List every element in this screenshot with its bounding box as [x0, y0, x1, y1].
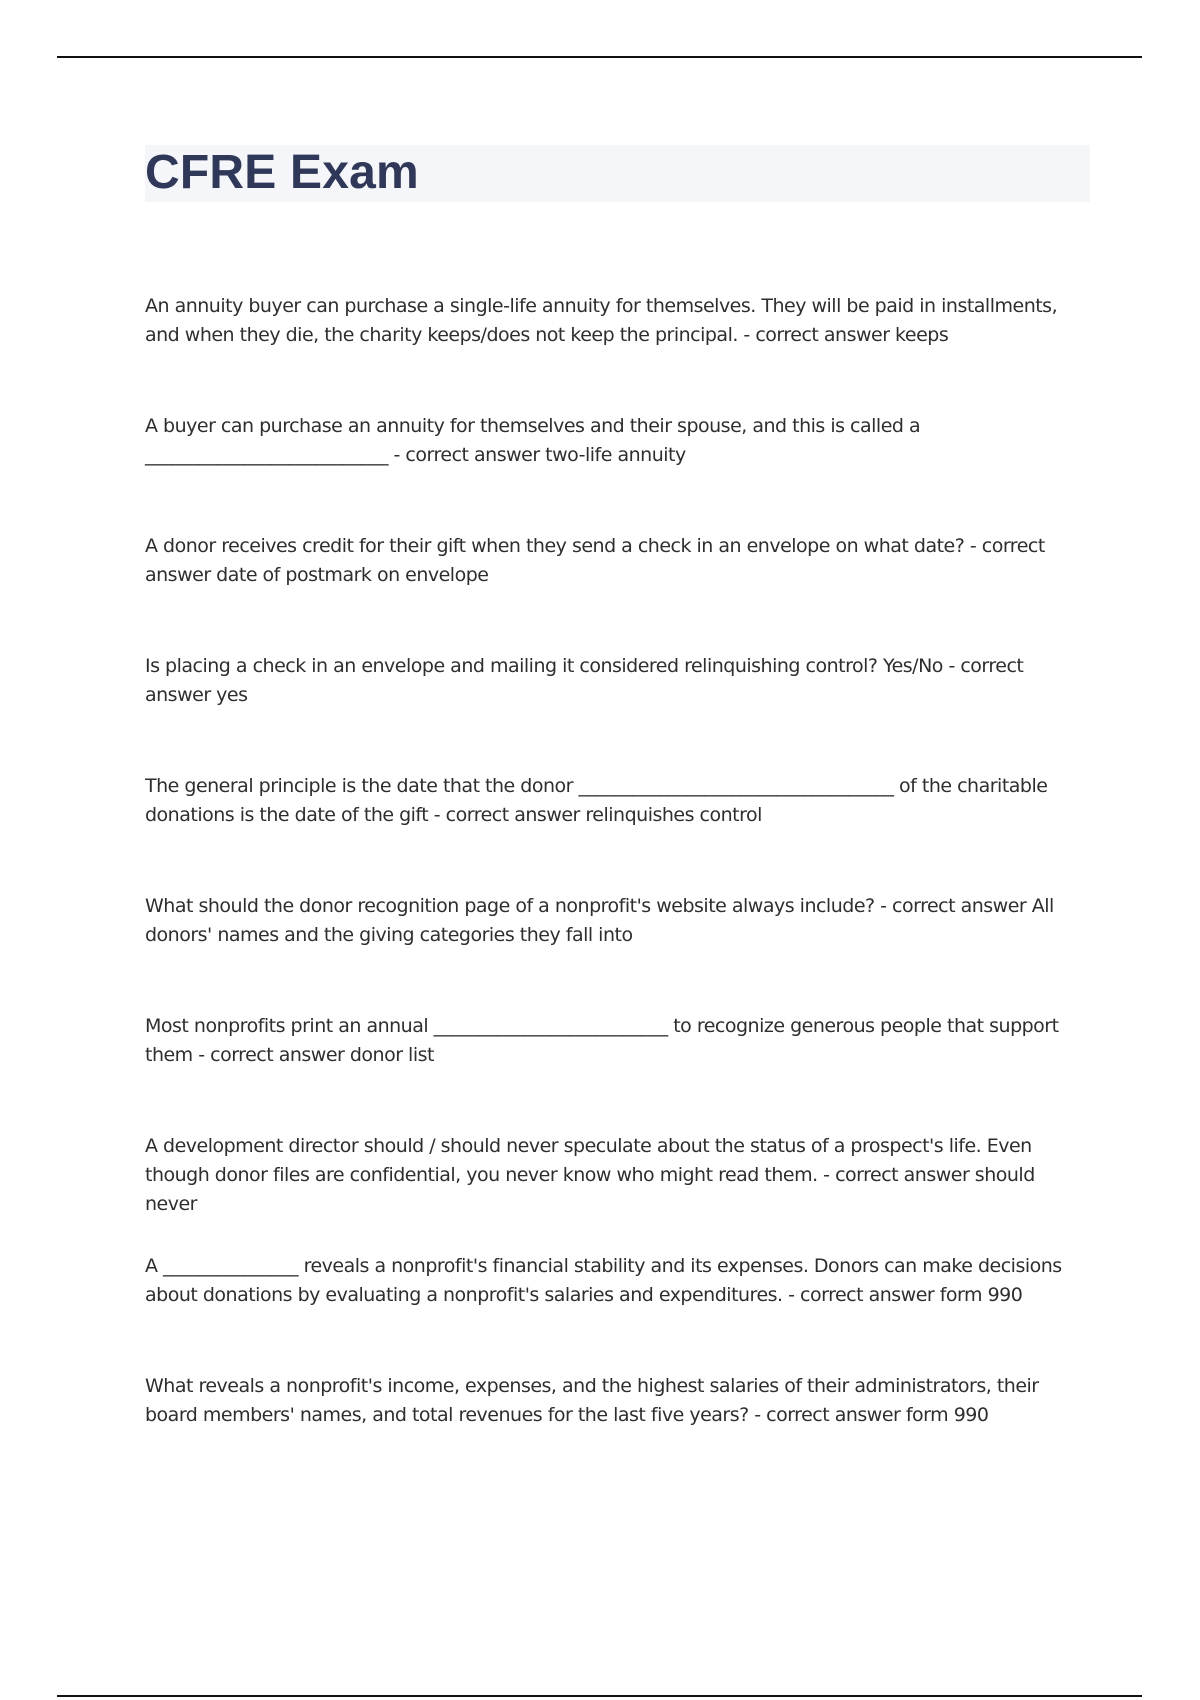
question-list	[145, 292, 1090, 1430]
question-item: Is placing a check in an envelope and mailing it considered relinquishing control? Yes/No - correct answer yes	[145, 655, 1024, 706]
question-item: A buyer can purchase an annuity for themselves and their spouse, and this is called a ___________________________ - correct answer two-life annuity	[145, 415, 921, 466]
question-item: A development director should / should never speculate about the status of a prospect's life. Even though donor files are confidential, you never know who might read them. - correct answer should never	[145, 1135, 1035, 1215]
footer-rule	[57, 1695, 1142, 1697]
header-rule	[57, 56, 1142, 58]
question-item: What should the donor recognition page of a nonprofit's website always include? - correct answer All donors' names and the giving categories they fall into	[145, 895, 1054, 946]
question-item: A donor receives credit for their gift when they send a check in an envelope on what date? - correct answer date of postmark on envelope	[145, 535, 1045, 586]
question-item: The general principle is the date that the donor ___________________________________ of the charitable donations is the date of the gift - correct answer relinquishes control	[145, 775, 1048, 826]
question-item: An annuity buyer can purchase a single-life annuity for themselves. They will be paid in installments, and when they die, the charity keeps/does not keep the principal. - correct answer keeps	[145, 295, 1058, 346]
question-item: Most nonprofits print an annual __________________________ to recognize generous people that support them - correct answer donor list	[145, 1015, 1059, 1066]
question-item: A _______________ reveals a nonprofit's financial stability and its expenses. Donors can make decisions about donations by evaluating a nonprofit's salaries and expenditures. - correct answer form 990	[145, 1255, 1062, 1306]
question-item: What reveals a nonprofit's income, expenses, and the highest salaries of their administrators, their board members' names, and total revenues for the last five years? - correct answer form 990	[145, 1375, 1039, 1426]
document-title: CFRE Exam	[145, 146, 419, 199]
